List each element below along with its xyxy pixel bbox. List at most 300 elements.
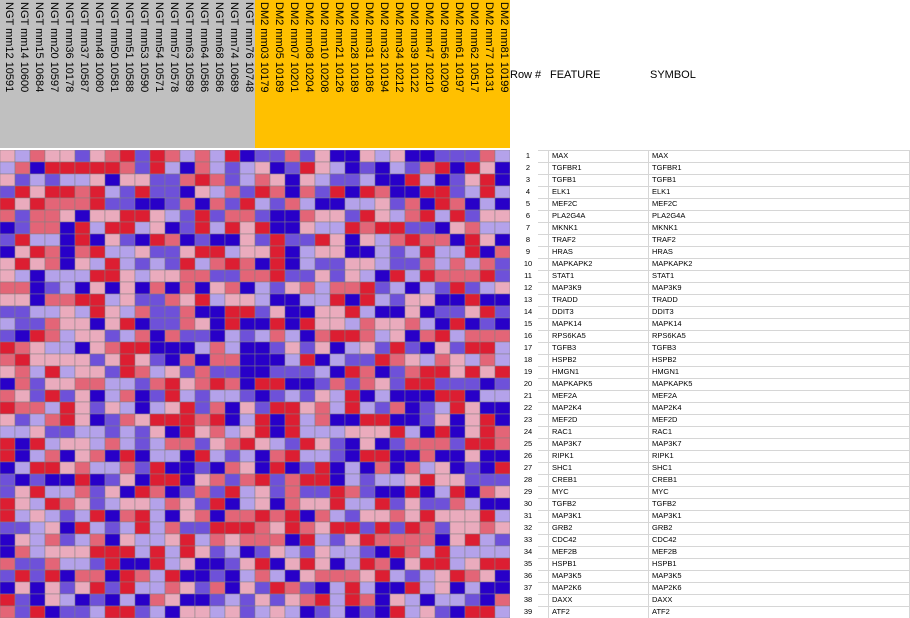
heatmap-cell [225, 594, 240, 606]
heatmap-cell [405, 606, 420, 618]
row-divider [538, 474, 910, 475]
heatmap-cell [270, 438, 285, 450]
heatmap-cell [150, 294, 165, 306]
heatmap-cell [210, 546, 225, 558]
heatmap-cell [225, 534, 240, 546]
heatmap-cell [15, 354, 30, 366]
heatmap-cell [405, 510, 420, 522]
heatmap-cell [390, 342, 405, 354]
heatmap-cell [210, 426, 225, 438]
heatmap-cell [45, 546, 60, 558]
heatmap-cell [150, 570, 165, 582]
feature-cell: TGFB2 [552, 499, 577, 508]
heatmap-cell [435, 330, 450, 342]
heatmap-cell [240, 594, 255, 606]
heatmap-cell [315, 342, 330, 354]
heatmap-cell [285, 522, 300, 534]
heatmap-cell [225, 174, 240, 186]
heatmap-cell [420, 342, 435, 354]
heatmap-cell [330, 210, 345, 222]
row-divider [538, 318, 910, 319]
heatmap-cell [210, 510, 225, 522]
heatmap-cell [210, 402, 225, 414]
heatmap-cell [45, 294, 60, 306]
heatmap-cell [195, 414, 210, 426]
heatmap-cell [255, 558, 270, 570]
heatmap-cell [105, 498, 120, 510]
heatmap-cell [420, 426, 435, 438]
heatmap-cell [135, 594, 150, 606]
heatmap-cell [60, 582, 75, 594]
heatmap-cell [120, 582, 135, 594]
feature-cell: MAX [552, 151, 569, 160]
heatmap-cell [390, 162, 405, 174]
heatmap-cell [270, 414, 285, 426]
heatmap-cell [225, 354, 240, 366]
heatmap-cell [435, 342, 450, 354]
heatmap-cell [315, 270, 330, 282]
heatmap-cell [330, 390, 345, 402]
heatmap-cell [435, 258, 450, 270]
heatmap-cell [480, 306, 495, 318]
heatmap-cell [435, 234, 450, 246]
heatmap-cell [105, 294, 120, 306]
column-header [75, 0, 90, 148]
heatmap-cell [390, 498, 405, 510]
heatmap-cell [195, 342, 210, 354]
heatmap-cell [0, 306, 15, 318]
heatmap-cell [75, 426, 90, 438]
heatmap-cell [450, 534, 465, 546]
heatmap-cell [390, 534, 405, 546]
table-row [510, 534, 910, 546]
heatmap-cell [165, 234, 180, 246]
heatmap-cell [375, 510, 390, 522]
heatmap-cell [465, 606, 480, 618]
heatmap-cell [75, 390, 90, 402]
heatmap-cell [330, 474, 345, 486]
heatmap-cell [360, 306, 375, 318]
heatmap-cell [225, 294, 240, 306]
heatmap-cell [240, 246, 255, 258]
heatmap-cell [195, 402, 210, 414]
heatmap-cell [465, 546, 480, 558]
row-number-header: Row # [510, 69, 542, 81]
heatmap-cell [480, 426, 495, 438]
heatmap-cell [300, 306, 315, 318]
heatmap-cell [75, 186, 90, 198]
heatmap-cell [150, 594, 165, 606]
symbol-cell: STAT1 [652, 271, 675, 280]
heatmap-cell [195, 474, 210, 486]
heatmap-cell [345, 450, 360, 462]
heatmap-cell [0, 402, 15, 414]
heatmap-cell [180, 330, 195, 342]
heatmap-cell [90, 294, 105, 306]
heatmap-cell [435, 474, 450, 486]
heatmap-cell [300, 486, 315, 498]
row-divider [538, 234, 910, 235]
row-number: 20 [523, 379, 533, 388]
heatmap-cell [495, 462, 510, 474]
heatmap-cell [420, 174, 435, 186]
symbol-cell: MEF2C [652, 199, 678, 208]
heatmap-cell [165, 582, 180, 594]
heatmap-cell [210, 366, 225, 378]
heatmap-cell [300, 186, 315, 198]
column-label: NGT mm54 10571 [153, 2, 165, 93]
heatmap-cell [180, 270, 195, 282]
heatmap-cell [285, 474, 300, 486]
heatmap-cell [450, 426, 465, 438]
table-divider [648, 150, 649, 618]
heatmap-cell [180, 378, 195, 390]
heatmap-cell [315, 378, 330, 390]
heatmap-cell [135, 174, 150, 186]
heatmap-cell [225, 558, 240, 570]
heatmap-cell [450, 282, 465, 294]
heatmap-cell [75, 294, 90, 306]
heatmap-cell [405, 546, 420, 558]
heatmap-cell [435, 318, 450, 330]
column-label: DM2 mm62 10517 [468, 2, 480, 93]
heatmap-cell [135, 162, 150, 174]
table-row [510, 222, 910, 234]
heatmap-cell [375, 486, 390, 498]
heatmap-cell [0, 150, 15, 162]
heatmap-cell [360, 558, 375, 570]
heatmap-cell [120, 342, 135, 354]
heatmap-cell [255, 306, 270, 318]
heatmap-cell [405, 234, 420, 246]
heatmap-cell [450, 486, 465, 498]
heatmap-cell [390, 354, 405, 366]
feature-cell: MAPKAPK5 [552, 379, 593, 388]
heatmap-cell [75, 486, 90, 498]
heatmap-cell [15, 582, 30, 594]
heatmap-cell [225, 306, 240, 318]
symbol-cell: MAP3K9 [652, 283, 682, 292]
heatmap-cell [270, 162, 285, 174]
heatmap-cell [405, 282, 420, 294]
heatmap-cell [210, 234, 225, 246]
heatmap-cell [390, 210, 405, 222]
heatmap-cell [120, 426, 135, 438]
heatmap-cell [360, 582, 375, 594]
heatmap-cell [345, 294, 360, 306]
heatmap-cell [225, 366, 240, 378]
heatmap-cell [420, 570, 435, 582]
heatmap-cell [60, 486, 75, 498]
heatmap-cell [360, 294, 375, 306]
heatmap-cell [420, 150, 435, 162]
feature-cell: MAP2K4 [552, 403, 582, 412]
heatmap-cell [90, 606, 105, 618]
row-number: 36 [523, 571, 533, 580]
row-divider [538, 306, 910, 307]
feature-cell: MEF2A [552, 391, 578, 400]
heatmap-cell [435, 174, 450, 186]
heatmap-cell [165, 606, 180, 618]
column-header [0, 0, 15, 148]
heatmap-cell [345, 414, 360, 426]
heatmap-cell [90, 210, 105, 222]
heatmap-cell [300, 150, 315, 162]
heatmap-cell [330, 354, 345, 366]
heatmap-cell [60, 186, 75, 198]
heatmap-cell [60, 498, 75, 510]
heatmap-cell [240, 426, 255, 438]
heatmap-cell [450, 546, 465, 558]
heatmap-cell [150, 462, 165, 474]
heatmap-cell [135, 366, 150, 378]
heatmap-cell [180, 402, 195, 414]
symbol-cell: CDC42 [652, 535, 677, 544]
heatmap-cell [480, 606, 495, 618]
heatmap-cell [255, 150, 270, 162]
heatmap-cell [90, 366, 105, 378]
heatmap-cell [105, 258, 120, 270]
row-divider [538, 534, 910, 535]
heatmap-cell [30, 594, 45, 606]
heatmap-cell [435, 294, 450, 306]
column-label: NGT mm74 10689 [228, 2, 240, 93]
feature-cell: MAP2K6 [552, 583, 582, 592]
table-row [510, 294, 910, 306]
heatmap-cell [330, 318, 345, 330]
heatmap-cell [60, 450, 75, 462]
heatmap-cell [180, 198, 195, 210]
heatmap-cell [75, 366, 90, 378]
heatmap-cell [240, 234, 255, 246]
heatmap-cell [165, 306, 180, 318]
heatmap-cell [30, 222, 45, 234]
column-header [105, 0, 120, 148]
row-number: 5 [525, 199, 531, 208]
table-row [510, 426, 910, 438]
heatmap-cell [120, 198, 135, 210]
table-row [510, 150, 910, 162]
feature-cell: ATF2 [552, 607, 570, 616]
heatmap-cell [450, 234, 465, 246]
column-label: NGT mm37 10587 [78, 2, 90, 93]
heatmap-cell [30, 342, 45, 354]
heatmap-cell [285, 366, 300, 378]
heatmap-cell [240, 318, 255, 330]
heatmap-cell [135, 462, 150, 474]
heatmap-cell [360, 390, 375, 402]
heatmap-cell [450, 210, 465, 222]
heatmap-cell [405, 186, 420, 198]
heatmap-cell [150, 258, 165, 270]
heatmap-cell [120, 258, 135, 270]
heatmap-cell [375, 306, 390, 318]
heatmap-cell [240, 498, 255, 510]
heatmap-cell [495, 150, 510, 162]
heatmap-cell [285, 534, 300, 546]
column-label: NGT mm12 10591 [3, 2, 15, 93]
heatmap-cell [30, 246, 45, 258]
heatmap-cell [75, 282, 90, 294]
heatmap-cell [465, 390, 480, 402]
heatmap-cell [195, 198, 210, 210]
heatmap-cell [90, 150, 105, 162]
heatmap-cell [0, 270, 15, 282]
heatmap-cell [195, 294, 210, 306]
row-number: 29 [523, 487, 533, 496]
column-label: DM2 mm77 10131 [483, 2, 495, 93]
heatmap-cell [0, 390, 15, 402]
heatmap-cell [210, 306, 225, 318]
column-header [195, 0, 210, 148]
heatmap-cell [390, 150, 405, 162]
heatmap-cell [60, 366, 75, 378]
heatmap-cell [330, 558, 345, 570]
heatmap-cell [435, 390, 450, 402]
heatmap-cell [285, 570, 300, 582]
heatmap-cell [300, 570, 315, 582]
heatmap-cell [135, 558, 150, 570]
table-row [510, 378, 910, 390]
heatmap-cell [375, 570, 390, 582]
column-label: NGT mm48 10080 [93, 2, 105, 93]
heatmap-cell [495, 186, 510, 198]
heatmap-cell [330, 546, 345, 558]
feature-cell: HMGN1 [552, 367, 580, 376]
heatmap-cell [240, 546, 255, 558]
heatmap-cell [300, 474, 315, 486]
heatmap-cell [270, 558, 285, 570]
heatmap-cell [135, 186, 150, 198]
row-divider [538, 258, 910, 259]
heatmap-cell [120, 546, 135, 558]
heatmap-cell [300, 198, 315, 210]
feature-cell: TRADD [552, 295, 578, 304]
heatmap-cell [345, 366, 360, 378]
row-number: 34 [523, 547, 533, 556]
heatmap-cell [45, 210, 60, 222]
heatmap-cell [270, 582, 285, 594]
heatmap-cell [180, 486, 195, 498]
heatmap-cell [165, 378, 180, 390]
heatmap-cell [495, 414, 510, 426]
heatmap-cell [420, 498, 435, 510]
heatmap-cell [240, 606, 255, 618]
heatmap-cell [240, 366, 255, 378]
heatmap-cell [345, 270, 360, 282]
heatmap-cell [375, 558, 390, 570]
heatmap-cell [390, 306, 405, 318]
feature-cell: TGFB1 [552, 175, 577, 184]
heatmap-cell [180, 450, 195, 462]
table-row [510, 570, 910, 582]
heatmap-cell [315, 150, 330, 162]
heatmap-cell [405, 390, 420, 402]
heatmap-cell [120, 402, 135, 414]
heatmap-cell [75, 246, 90, 258]
heatmap-cell [30, 438, 45, 450]
heatmap-cell [465, 438, 480, 450]
heatmap-cell [435, 354, 450, 366]
heatmap-cell [330, 582, 345, 594]
heatmap-cell [0, 450, 15, 462]
table-row [510, 354, 910, 366]
heatmap-cell [345, 546, 360, 558]
heatmap-cell [0, 210, 15, 222]
heatmap-cell [240, 462, 255, 474]
heatmap-cell [345, 282, 360, 294]
heatmap-cell [375, 402, 390, 414]
heatmap-cell [435, 222, 450, 234]
heatmap-cell [345, 606, 360, 618]
heatmap-cell [90, 582, 105, 594]
heatmap-cell [120, 174, 135, 186]
heatmap-cell [225, 450, 240, 462]
heatmap-cell [420, 258, 435, 270]
column-header [300, 0, 315, 148]
heatmap-cell [60, 462, 75, 474]
heatmap-cell [180, 210, 195, 222]
heatmap-cell [450, 510, 465, 522]
heatmap-cell [165, 294, 180, 306]
heatmap-cell [45, 366, 60, 378]
heatmap-cell [255, 318, 270, 330]
heatmap-cell [90, 486, 105, 498]
heatmap-cell [120, 294, 135, 306]
heatmap-cell [405, 330, 420, 342]
heatmap-cell [60, 426, 75, 438]
heatmap-cell [480, 534, 495, 546]
heatmap-cell [75, 534, 90, 546]
heatmap-cell [285, 210, 300, 222]
heatmap-cell [480, 546, 495, 558]
heatmap-cell [30, 306, 45, 318]
heatmap-cell [240, 294, 255, 306]
heatmap-cell [165, 246, 180, 258]
table-row [510, 450, 910, 462]
heatmap-cell [390, 330, 405, 342]
heatmap-cell [45, 174, 60, 186]
heatmap-cell [495, 534, 510, 546]
heatmap-cell [225, 330, 240, 342]
heatmap-cell [300, 606, 315, 618]
heatmap-cell [15, 438, 30, 450]
heatmap-cell [225, 246, 240, 258]
heatmap-cell [45, 150, 60, 162]
heatmap-cell [15, 234, 30, 246]
heatmap-cell [150, 306, 165, 318]
heatmap-cell [405, 570, 420, 582]
heatmap-cell [0, 426, 15, 438]
heatmap-cell [300, 258, 315, 270]
table-row [510, 606, 910, 618]
heatmap-cell [0, 354, 15, 366]
heatmap-cell [30, 534, 45, 546]
column-header [315, 0, 330, 148]
feature-cell: MAP3K5 [552, 571, 582, 580]
heatmap-cell [420, 594, 435, 606]
heatmap-cell [255, 270, 270, 282]
heatmap-cell [30, 330, 45, 342]
heatmap-cell [345, 486, 360, 498]
heatmap-cell [120, 246, 135, 258]
heatmap-cell [480, 234, 495, 246]
heatmap-cell [0, 174, 15, 186]
heatmap-cell [105, 378, 120, 390]
heatmap-cell [195, 558, 210, 570]
heatmap-cell [450, 258, 465, 270]
heatmap-cell [255, 450, 270, 462]
